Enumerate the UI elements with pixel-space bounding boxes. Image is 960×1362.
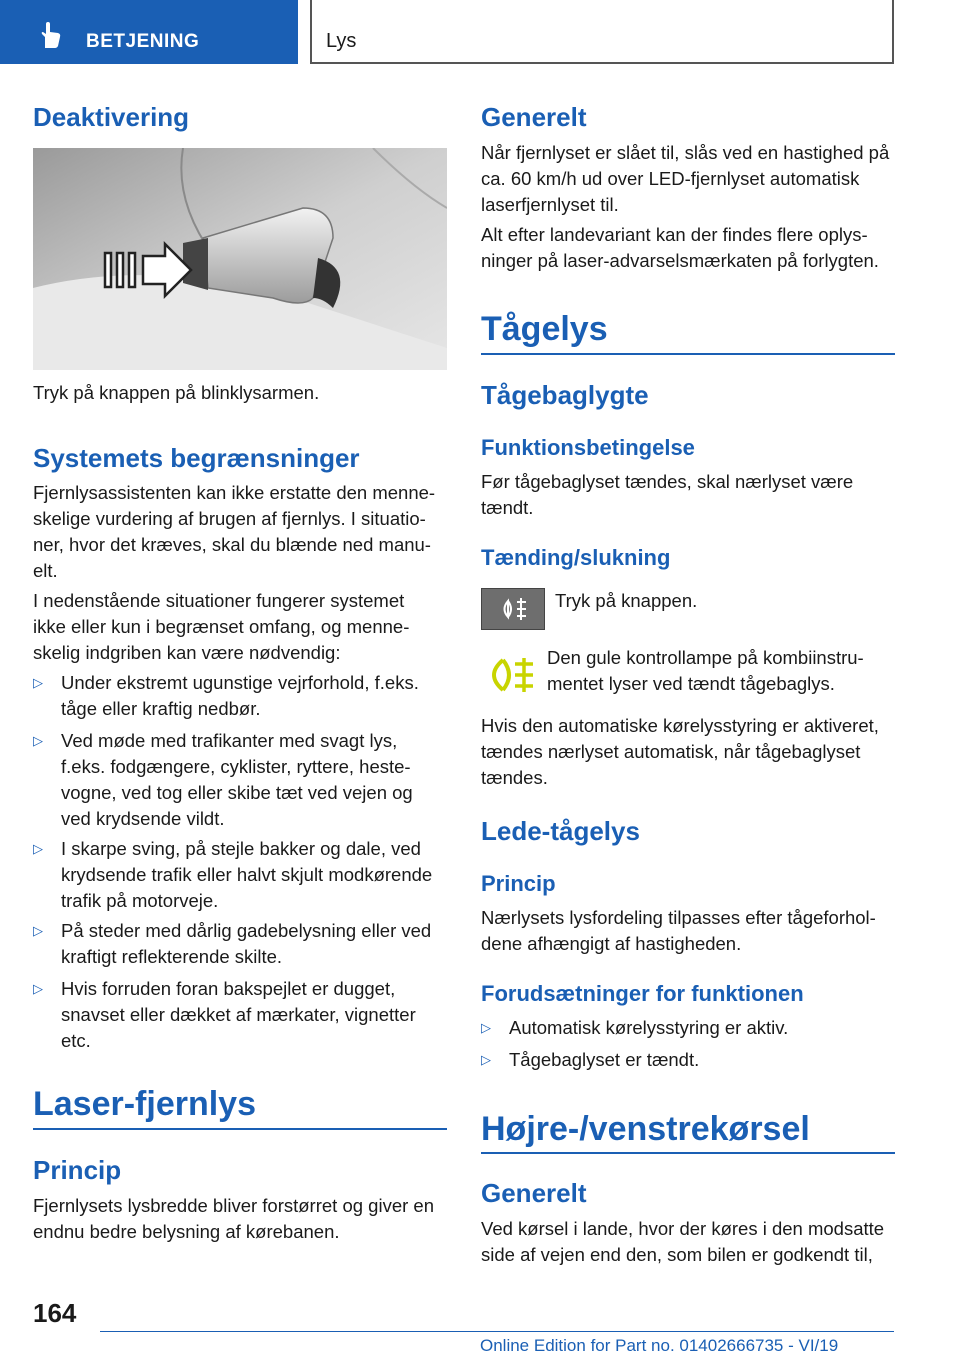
heading-princip-2: Princip — [481, 871, 556, 896]
heading-hojre-venstre: Højre-/venstrekørsel — [481, 1110, 810, 1148]
button-instruction: Tryk på knappen. — [555, 590, 698, 611]
paragraph-automatik: Hvis den automatiske kørelysstyring er aktiveret, tændes nærlyset automatisk, når tågebaglyset tændes. — [481, 715, 879, 788]
rear-fog-lamp-icon — [481, 654, 537, 696]
lamp-description: Den gule kontrollampe på kombiinstru- mentet lyser ved tændt tågebaglys. — [547, 647, 864, 694]
heading-rule — [481, 353, 895, 355]
bullet-triangle-icon: ▷ — [33, 981, 43, 996]
paragraph-generelt: Når fjernlyset er slået til, slås ved en hastighed på ca. 60 km/h ud over LED-fjernlyset automatisk laserfjernlyset til. — [481, 142, 890, 215]
bullet-triangle-icon: ▷ — [481, 1020, 491, 1035]
heading-rule — [33, 1128, 447, 1130]
bullet-triangle-icon: ▷ — [33, 923, 43, 938]
paragraph-princip: Fjernlysets lysbredde bliver forstørret og giver en endnu bedre belysning af kørebanen. — [33, 1195, 434, 1242]
bullet-triangle-icon: ▷ — [33, 841, 43, 856]
photo-caption: Tryk på knappen på blinklysarmen. — [33, 382, 320, 403]
section-tab — [0, 0, 298, 64]
footer-rule — [100, 1331, 894, 1332]
heading-forudsaetninger: Forudsætninger for funktionen — [481, 981, 804, 1006]
rear-fog-button-icon — [481, 588, 545, 630]
paragraph-situations: I nedenstående situationer fungerer systemet ikke eller kun i begrænset omfang, og menne- skelig indgriben kan være nødvendig: — [33, 590, 410, 663]
chapter-label: Lys — [326, 30, 357, 52]
turn-signal-lever-illustration — [33, 148, 447, 370]
paragraph-limitations: Fjernlysassistenten kan ikke erstatte den menne- skelige vurdering af brugen af fjernlys. I situatio- ner, hvor det kræves, skal du blænde ned manu- elt. — [33, 482, 436, 581]
heading-generelt: Generelt — [481, 102, 587, 132]
paragraph-generelt-2: Ved kørsel i lande, hvor der køres i den modsatte side af vejen end den, som bilen er godkendt til, — [481, 1218, 885, 1265]
bullet-triangle-icon: ▷ — [33, 675, 43, 690]
paragraph-funktionsbetingelse: Før tågebaglyset tændes, skal nærlyset være tændt. — [481, 471, 854, 518]
stalk-photo — [33, 148, 447, 370]
paragraph-landevariant: Alt efter landevariant kan der findes flere oplys- ninger på laser-advarselsmærkaten på forlygten. — [481, 224, 879, 271]
edition-text: Online Edition for Part no. 01402666735 - VI/19 — [480, 1336, 839, 1355]
heading-laser-fjernlys: Laser-fjernlys — [33, 1085, 256, 1123]
bullet-triangle-icon: ▷ — [33, 733, 43, 748]
heading-deaktivering: Deaktivering — [33, 102, 190, 132]
heading-lede-taagelys: Lede-tågelys — [481, 816, 640, 846]
page-number: 164 — [33, 1298, 77, 1328]
heading-taagebaglygte: Tågebaglygte — [481, 380, 649, 410]
heading-taending: Tænding/slukning — [481, 545, 671, 570]
paragraph-princip-2: Nærlysets lysfordeling tilpasses efter tågeforhol- dene afhængigt af hastigheden. — [481, 907, 876, 954]
heading-taagelys: Tågelys — [481, 310, 608, 348]
hand-pointer-icon — [36, 20, 66, 50]
heading-rule — [481, 1152, 895, 1154]
heading-generelt-2: Generelt — [481, 1178, 587, 1208]
heading-princip: Princip — [33, 1155, 122, 1185]
bullet-triangle-icon: ▷ — [481, 1052, 491, 1067]
chapter-tab — [310, 0, 894, 64]
heading-funktionsbetingelse: Funktionsbetingelse — [481, 435, 695, 460]
heading-begraensninger: Systemets begrænsninger — [33, 443, 360, 473]
section-label: BETJENING — [86, 31, 200, 52]
